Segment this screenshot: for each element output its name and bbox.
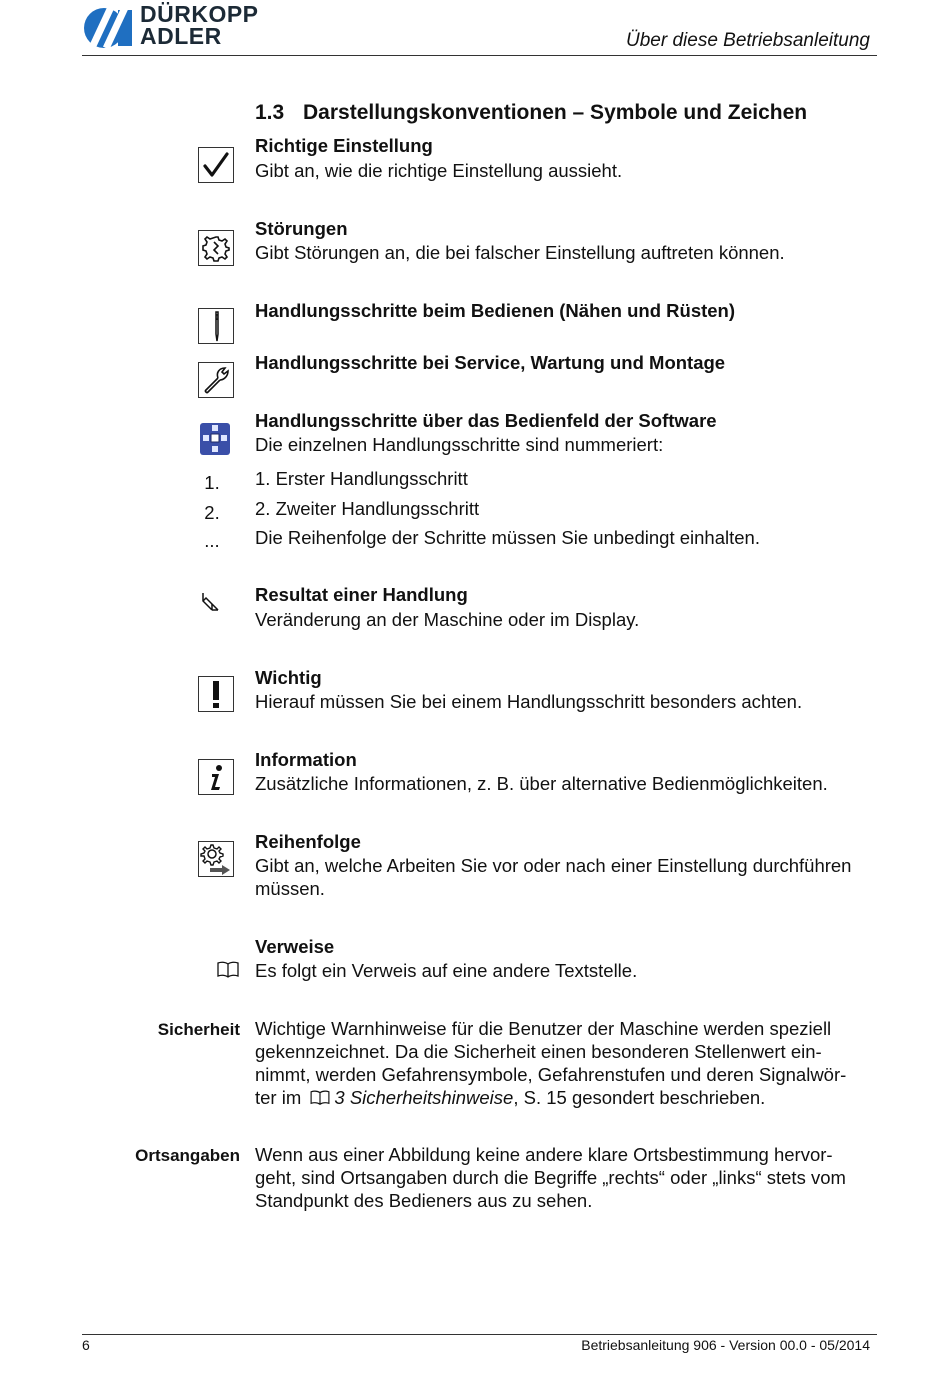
sicherheit-ref-link[interactable]: 3 Sicherheitshinweise — [334, 1087, 514, 1108]
wrench-icon — [198, 362, 234, 398]
book-icon — [217, 961, 239, 979]
software-title: Handlungsschritte über das Bedienfeld der Software — [255, 410, 717, 431]
header-rule — [82, 55, 877, 56]
checkmark-icon — [198, 147, 234, 183]
result-arrow-icon — [199, 590, 223, 614]
step-marker-2: 2. — [204, 502, 220, 523]
ortsangaben-line2: geht, sind Ortsangaben durch die Begriffe „rechts“ oder „links“ stets vom — [255, 1167, 846, 1188]
sicherheit-line4-pre: ter im — [255, 1087, 302, 1108]
section-heading — [255, 101, 807, 125]
logo-icon — [82, 6, 132, 50]
stoerungen-text: Gibt Störungen an, die bei falscher Einstellung auftreten können. — [255, 242, 785, 263]
steps-note: Die Reihenfolge der Schritte müssen Sie unbedingt einhalten. — [255, 527, 760, 548]
reihenfolge-text-line2: müssen. — [255, 878, 325, 899]
step-1: 1. Erster Handlungsschritt — [255, 468, 468, 489]
sicherheit-line4-post: , S. 15 gesondert beschrieben. — [513, 1087, 766, 1108]
info-icon — [198, 759, 234, 795]
control-panel-icon — [199, 422, 231, 456]
richtig-text: Gibt an, wie die richtige Einstellung aussieht. — [255, 160, 623, 181]
sicherheit-line3: nimmt, werden Gefahrensymbole, Gefahrenstufen und deren Signalwör- — [255, 1064, 847, 1085]
wichtig-text: Hierauf müssen Sie bei einem Handlungsschritt besonders achten. — [255, 691, 803, 712]
logo-wordmark: DÜRKOPP ADLER — [140, 1, 259, 49]
service-title: Handlungsschritte bei Service, Wartung und Montage — [255, 352, 726, 373]
book-ref-icon — [310, 1089, 330, 1111]
sequence-gear-icon — [198, 841, 234, 877]
needle-icon — [198, 308, 234, 344]
verweise-title: Verweise — [255, 936, 335, 957]
step-2: 2. Zweiter Handlungsschritt — [255, 498, 480, 519]
ortsangaben-line1: Wenn aus einer Abbildung keine andere klare Ortsbestimmung hervor- — [255, 1144, 833, 1165]
sicherheit-line1: Wichtige Warnhinweise für die Benutzer der Maschine werden speziell — [255, 1018, 832, 1039]
verweise-text: Es folgt ein Verweis auf eine andere Textstelle. — [255, 960, 638, 981]
broken-gear-icon — [198, 230, 234, 266]
step-marker-more: ... — [204, 530, 220, 551]
sicherheit-label: Sicherheit — [157, 1020, 240, 1039]
sicherheit-line2: gekennzeichnet. Da die Sicherheit einen besonderen Stellenwert ein- — [255, 1041, 822, 1062]
header-title: Über diese Betriebsanleitung — [626, 30, 870, 51]
step-marker-1: 1. — [204, 472, 220, 493]
resultat-text: Veränderung an der Maschine oder im Display. — [255, 609, 640, 630]
bedienen-title: Handlungsschritte beim Bedienen (Nähen und Rüsten) — [255, 300, 736, 321]
exclamation-icon — [198, 676, 234, 712]
info-text: Zusätzliche Informationen, z. B. über alternative Bedienmöglichkeiten. — [255, 773, 828, 794]
stoerungen-title: Störungen — [255, 218, 348, 239]
info-title: Information — [255, 749, 357, 770]
sicherheit-line4 — [255, 1087, 875, 1111]
wichtig-title: Wichtig — [255, 667, 322, 688]
richtig-title: Richtige Einstellung — [255, 135, 433, 156]
resultat-title: Resultat einer Handlung — [255, 584, 468, 605]
section-title: Darstellungskonventionen – Symbole und Zeichen — [303, 101, 808, 124]
software-text: Die einzelnen Handlungsschritte sind nummeriert: — [255, 434, 664, 455]
reihenfolge-title: Reihenfolge — [255, 831, 361, 852]
ortsangaben-line3: Standpunkt des Bedieners aus zu sehen. — [255, 1190, 593, 1211]
page-number: 6 — [82, 1337, 90, 1353]
reihenfolge-text-line1: Gibt an, welche Arbeiten Sie vor oder nach einer Einstellung durchführen — [255, 855, 852, 876]
footer-rule — [82, 1334, 877, 1335]
ortsangaben-label: Ortsangaben — [135, 1146, 240, 1165]
footer-text: Betriebsanleitung 906 - Version 00.0 - 05/2014 — [581, 1337, 870, 1353]
section-number: 1.3 — [255, 101, 285, 124]
